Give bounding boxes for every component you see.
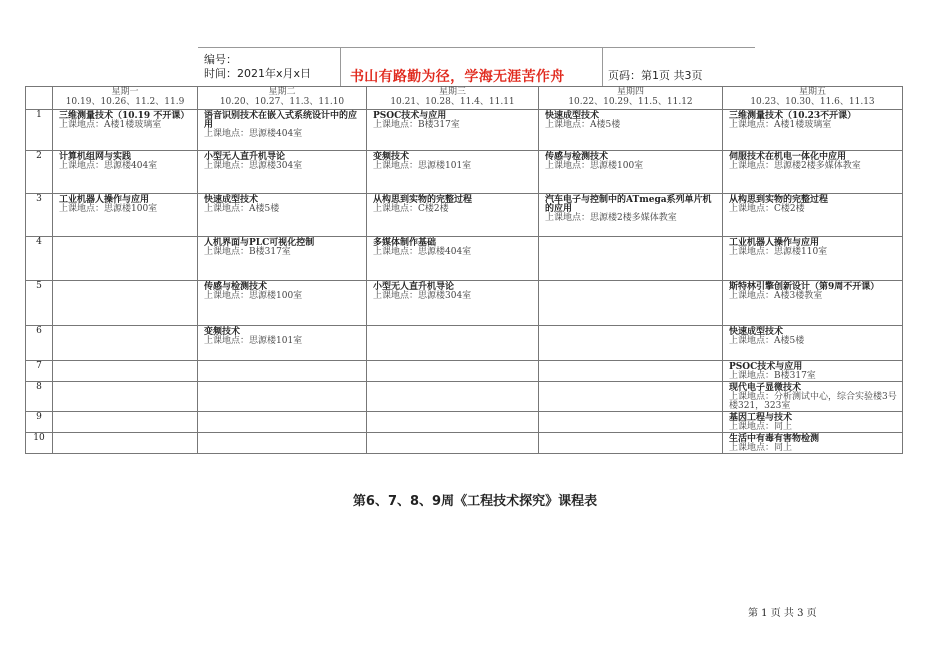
course-cell xyxy=(539,110,723,151)
course-cell xyxy=(723,382,903,412)
course-name: PSOC技术与应用 xyxy=(729,362,803,372)
course-location: 上课地点：B楼317室 xyxy=(204,247,291,257)
empty-cell xyxy=(539,281,723,326)
course-name: 变频技术 xyxy=(204,327,241,337)
empty-cell xyxy=(367,433,539,454)
course-cell xyxy=(198,110,367,151)
course-location: 上课地点：思源楼100室 xyxy=(545,161,644,171)
day-header-wed xyxy=(367,87,539,110)
day-header-row xyxy=(26,87,903,110)
empty-cell xyxy=(53,433,198,454)
empty-cell xyxy=(198,382,367,412)
course-cell xyxy=(198,237,367,281)
course-name: 从构思到实物的完整过程 xyxy=(729,195,829,205)
course-name: 三维测量技术（10.19 不开课） xyxy=(59,111,190,121)
header-number: 编号： xyxy=(204,53,237,66)
empty-cell xyxy=(53,237,198,281)
course-name: 变频技术 xyxy=(373,152,410,162)
course-cell xyxy=(367,194,539,237)
table-row xyxy=(26,151,903,194)
course-name: 小型无人直升机导论 xyxy=(373,282,455,292)
table-row xyxy=(26,326,903,361)
course-cell xyxy=(53,110,198,151)
course-cell xyxy=(723,237,903,281)
course-name: 快速成型技术 xyxy=(204,195,259,205)
course-location: 上课地点：B楼317室 xyxy=(729,371,816,381)
course-location: 上课地点：思源楼304室 xyxy=(373,291,472,301)
empty-cell xyxy=(53,281,198,326)
course-name: 伺服技术在机电一体化中应用 xyxy=(729,152,847,162)
table-row xyxy=(26,194,903,237)
course-name: 多媒体制作基础 xyxy=(373,238,437,248)
table-row xyxy=(26,237,903,281)
table-row xyxy=(26,382,903,412)
corner-cell xyxy=(26,87,53,110)
table-row xyxy=(26,281,903,326)
course-cell xyxy=(53,151,198,194)
schedule-title: 第6、7、8、9周《工程技术探究》课程表 xyxy=(352,494,598,509)
course-location: 上课地点：B楼317室 xyxy=(373,120,460,130)
course-cell xyxy=(723,433,903,454)
course-location: 上课地点：思源楼101室 xyxy=(204,336,303,346)
course-name: 工业机器人操作与应用 xyxy=(59,195,150,205)
row-number: 7 xyxy=(26,361,53,382)
course-name: 语音识别技术在嵌入式系统设计中的应用 xyxy=(204,111,358,130)
row-number: 8 xyxy=(26,382,53,412)
course-location: 上课地点：思源楼100室 xyxy=(59,204,158,214)
course-cell xyxy=(723,110,903,151)
course-location: 上课地点：A楼1楼玻璃室 xyxy=(729,120,832,130)
header-top-rule xyxy=(198,47,755,48)
course-name: 汽车电子与控制中的ATmega系列单片机的应用 xyxy=(545,195,712,214)
course-cell xyxy=(723,361,903,382)
course-location: 上课地点：思源楼2楼多媒体教室 xyxy=(729,161,861,171)
header-time: 时间：2021年x月x日 xyxy=(204,67,312,80)
course-name: 快速成型技术 xyxy=(729,327,784,337)
table-row xyxy=(26,433,903,454)
empty-cell xyxy=(539,412,723,433)
course-cell xyxy=(53,194,198,237)
course-name: 小型无人直升机导论 xyxy=(204,152,286,162)
course-location: 上课地点：A楼5楼 xyxy=(545,120,621,130)
empty-cell xyxy=(53,382,198,412)
empty-cell xyxy=(53,361,198,382)
course-name: 现代电子显微技术 xyxy=(729,383,802,393)
course-cell xyxy=(367,110,539,151)
row-number: 3 xyxy=(26,194,53,237)
course-name: 计算机组网与实践 xyxy=(59,152,132,162)
day-dates: 10.19、10.26、11.2、11.9 xyxy=(65,97,185,107)
course-location: 上课地点：思源楼404室 xyxy=(59,161,158,171)
row-number: 10 xyxy=(26,433,53,454)
course-name: PSOC技术与应用 xyxy=(373,111,447,121)
row-number: 5 xyxy=(26,281,53,326)
course-location: 上课地点：思源楼404室 xyxy=(204,129,303,139)
course-location: 上课地点：思源楼110室 xyxy=(729,247,828,257)
table-row xyxy=(26,412,903,433)
course-cell xyxy=(198,151,367,194)
empty-cell xyxy=(539,361,723,382)
course-name: 快速成型技术 xyxy=(545,111,600,121)
empty-cell xyxy=(367,361,539,382)
course-cell xyxy=(367,151,539,194)
day-header-mon xyxy=(53,87,198,110)
day-dates: 10.21、10.28、11.4、11.11 xyxy=(390,97,515,107)
course-location: 上课地点：同上 xyxy=(729,443,793,453)
header-page-number: 页码：第1页 共3页 xyxy=(608,69,703,82)
empty-cell xyxy=(367,326,539,361)
course-location: 上课地点：思源楼404室 xyxy=(373,247,472,257)
course-cell xyxy=(198,326,367,361)
day-header-fri xyxy=(723,87,903,110)
course-cell xyxy=(723,151,903,194)
day-name: 星期四 xyxy=(616,87,644,97)
empty-cell xyxy=(367,412,539,433)
page-footer: 第 1 页 共 3 页 xyxy=(748,608,817,619)
row-number: 4 xyxy=(26,237,53,281)
course-location: 上课地点：思源楼304室 xyxy=(204,161,303,171)
day-name: 星期二 xyxy=(268,87,296,97)
course-location: 上课地点：思源楼100室 xyxy=(204,291,303,301)
empty-cell xyxy=(198,361,367,382)
table-row xyxy=(26,110,903,151)
empty-cell xyxy=(539,433,723,454)
course-name: 基因工程与技术 xyxy=(729,413,793,423)
empty-cell xyxy=(539,326,723,361)
course-cell xyxy=(539,151,723,194)
row-number: 1 xyxy=(26,110,53,151)
course-location: 上课地点：分析测试中心，综合实验楼3号楼321，323室 xyxy=(729,392,897,411)
day-dates: 10.23、10.30、11.6、11.13 xyxy=(750,97,875,107)
schedule-table xyxy=(25,86,903,454)
course-name: 人机界面与PLC可视化控制 xyxy=(204,238,315,248)
row-number: 6 xyxy=(26,326,53,361)
course-location: 上课地点：C楼2楼 xyxy=(729,204,805,214)
course-location: 上课地点：A楼5楼 xyxy=(729,336,805,346)
day-name: 星期一 xyxy=(111,87,139,97)
course-location: 上课地点：思源楼2楼多媒体教室 xyxy=(545,213,677,223)
course-name: 传感与检测技术 xyxy=(204,282,268,292)
course-cell xyxy=(198,281,367,326)
day-dates: 10.20、10.27、11.3、11.10 xyxy=(219,97,345,107)
course-location: 上课地点：同上 xyxy=(729,422,793,432)
empty-cell xyxy=(198,412,367,433)
day-dates: 10.22、10.29、11.5、11.12 xyxy=(568,97,693,107)
course-cell xyxy=(367,281,539,326)
course-name: 传感与检测技术 xyxy=(545,152,609,162)
empty-cell xyxy=(53,326,198,361)
empty-cell xyxy=(53,412,198,433)
day-name: 星期三 xyxy=(438,87,466,97)
course-cell xyxy=(198,194,367,237)
day-name: 星期五 xyxy=(798,87,826,97)
day-header-tue xyxy=(198,87,367,110)
document-header xyxy=(198,47,755,87)
empty-cell xyxy=(539,237,723,281)
header-divider xyxy=(340,47,341,87)
course-cell xyxy=(539,194,723,237)
empty-cell xyxy=(198,433,367,454)
header-divider xyxy=(602,47,603,87)
course-cell xyxy=(723,326,903,361)
course-location: 上课地点：A楼5楼 xyxy=(204,204,280,214)
day-header-thu xyxy=(539,87,723,110)
course-name: 生活中有毒有害物检测 xyxy=(729,434,820,444)
course-cell xyxy=(367,237,539,281)
header-motto: 书山有路勤为径，学海无涯苦作舟 xyxy=(350,69,565,85)
course-name: 斯特林引擎创新设计（第9周不开课） xyxy=(729,282,880,292)
course-cell xyxy=(723,412,903,433)
table-row xyxy=(26,361,903,382)
course-location: 上课地点：A楼3楼教室 xyxy=(729,291,823,301)
course-name: 三维测量技术（10.23不开课） xyxy=(729,111,857,121)
course-location: 上课地点：思源楼101室 xyxy=(373,161,472,171)
empty-cell xyxy=(367,382,539,412)
course-name: 从构思到实物的完整过程 xyxy=(373,195,473,205)
course-cell xyxy=(723,194,903,237)
row-number: 9 xyxy=(26,412,53,433)
row-number: 2 xyxy=(26,151,53,194)
course-name: 工业机器人操作与应用 xyxy=(729,238,820,248)
course-location: 上课地点：C楼2楼 xyxy=(373,204,449,214)
course-cell xyxy=(723,281,903,326)
course-location: 上课地点：A楼1楼玻璃室 xyxy=(59,120,162,130)
empty-cell xyxy=(539,382,723,412)
